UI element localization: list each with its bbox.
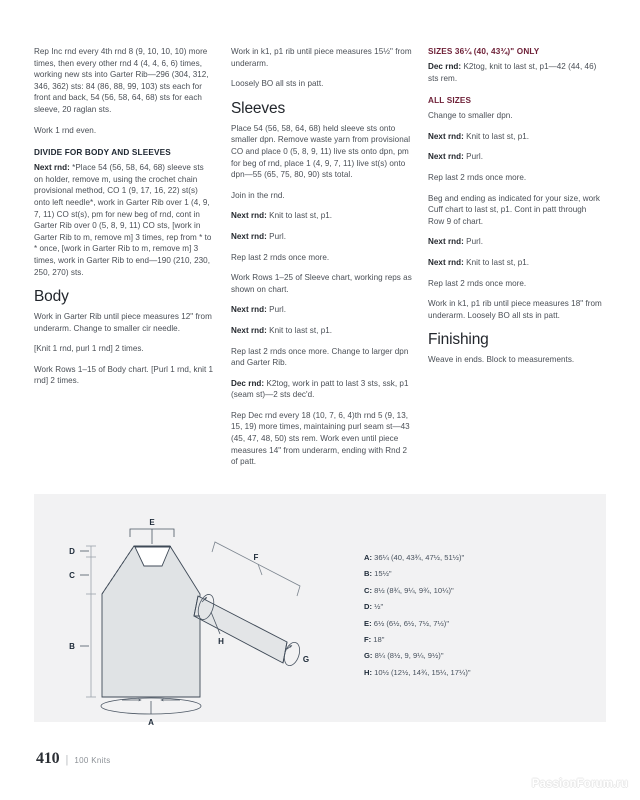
sweater-body-shape: [102, 546, 200, 697]
paragraph-work-1-rnd-even: Work 1 rnd even.: [34, 125, 97, 135]
run-in-head-next-rnd: Next rnd:: [34, 163, 70, 173]
paragraph-rep-last-2-rnds-b: Rep last 2 rnds once more. Change to larger dpn and Garter Rib.: [231, 346, 409, 368]
paragraph-rib-to-length: Work in k1, p1 rib until piece measures 15½" from underarm.: [231, 47, 412, 68]
paragraph-change-to-smaller-dpn: Change to smaller dpn.: [428, 111, 513, 121]
paragraph-body-2: [Knit 1 rnd, purl 1 rnd] 2 times.: [34, 344, 144, 354]
measurement-row: [364, 599, 594, 615]
sleeve-rnd-3-text: Purl.: [266, 305, 287, 315]
schematic-label-f: F: [253, 553, 259, 562]
cuff-rnd-2-text: Purl.: [463, 152, 484, 162]
paragraph-body-1: Work in Garter Rib until piece measures 12" from underarm. Change to smaller cir needle.: [34, 312, 212, 333]
schematic-label-b: B: [69, 642, 75, 651]
run-in-head-next-rnd-4: Next rnd:: [231, 325, 267, 335]
bracket-f: [212, 542, 300, 596]
divide-body-text: *Place 54 (56, 58, 64, 68) sleeve sts on holder, remove m, using the crochet chain provisional method, CO 1 (9, 17, 16, 22) st(s) onto left needle*, work in Garter Rib over 1 (4, 9, 7, 11) CO st(s), pm for new beg of rnd, cont in Garter Rib over 0 (5, 8, 9, 11) CO sts, [work in Garter Rib to m, remove m] 3 times, rep from * to * once, [work in Garter Rib to m, remove m] 3 times, work in Garter Rib to end—190 (210, 230, 250, 270) sts.: [34, 163, 212, 277]
schematic-label-g: G: [302, 655, 310, 664]
measurement-key: C:: [364, 585, 373, 595]
text-column-3: [428, 46, 604, 477]
page-footer: [36, 750, 111, 768]
page-number: 410: [36, 750, 60, 767]
paragraph-cuff-rnd-2: [428, 151, 604, 163]
paragraph-finishing-1: Weave in ends. Block to measurements.: [428, 355, 575, 365]
measurement-row: [364, 583, 594, 599]
sleeve-rnd-4-text: Knit to last st, p1.: [266, 325, 333, 335]
book-title: 100 Knits: [74, 756, 111, 765]
run-in-head-next-rnd-2: Next rnd:: [231, 231, 267, 241]
measurement-value: 8½ (8¾, 9¼, 9¾, 10¼)": [374, 585, 454, 595]
heading-body: Body: [34, 288, 69, 306]
measurement-value: 15½": [374, 569, 392, 579]
paragraph-cuff-chart: Beg and ending as indicated for your size, work Cuff chart to last st, p1. Cont in patt through Row 9 of chart.: [428, 193, 600, 226]
measurement-key: F:: [364, 635, 372, 645]
measurement-value: 10½ (12½, 14¾, 15¼, 17¼)": [374, 667, 471, 677]
paragraph-rep-dec-rnd: Rep Dec rnd every 18 (10, 7, 6, 4)th rnd 5 (9, 13, 15, 19) more times, maintaining purl seam st—43 (45, 47, 48, 50) sts rem. Work even until piece measures 14" from underarm, ending with Rnd 2 of patt.: [231, 410, 410, 467]
measurement-value: 6½ (6½, 6½, 7½, 7½)": [373, 618, 450, 628]
measurement-key: G:: [364, 651, 373, 661]
measurement-value: 18": [373, 635, 385, 645]
sizes-dec-rnd-text: K2tog, knit to last st, p1—42 (44, 46) sts rem.: [428, 62, 597, 83]
heading-sizes-only: SIZES 36¼ (40, 43¾)" ONLY: [428, 47, 540, 56]
measurement-value: 36¼ (40, 43¾, 47½, 51½)": [374, 553, 465, 562]
footer-divider: |: [65, 754, 69, 766]
paragraph-join-in-rnd: Join in the rnd.: [231, 190, 285, 200]
paragraph-sleeves-1: Place 54 (56, 58, 64, 68) held sleeve sts onto smaller dpn. Remove waste yarn from provisional CO and place 0 (5, 8, 9, 11) live sts onto dpn, pm for beg of rnd, place 1 (4, 9, 7, 11) live st(s) onto dpn—55 (65, 75, 80, 90) sts total.: [231, 123, 411, 180]
schematic-label-h: H: [218, 637, 224, 646]
text-column-2: [231, 46, 412, 477]
schematic-label-a: A: [148, 718, 154, 727]
text-column-1: [34, 46, 215, 477]
heading-sleeves: Sleeves: [231, 99, 286, 117]
paragraph-inc-rnd: Rep Inc rnd every 4th rnd 8 (9, 10, 10, 10) more times, then every other rnd 4 (4, 4, 6, 6) times, working new sts into Garter Rib—296 (304, 312, 346, 362) sts: 84 (86, 88, 99, 103) sts each for front and back, 54 (56, 58, 64, 68) sts for each sleeve, 20 raglan sts.: [34, 47, 209, 114]
measurement-row: [364, 550, 594, 566]
paragraph-sizes-dec-rnd: [428, 61, 604, 84]
paragraph-sleeve-rnd-2: [231, 231, 412, 243]
run-in-head-next-rnd-6: Next rnd:: [428, 152, 464, 162]
paragraph-sleeve-chart-rows: Work Rows 1–25 of Sleeve chart, working reps as shown on chart.: [231, 273, 412, 294]
cuff-rnd-4-text: Knit to last st, p1.: [463, 257, 530, 267]
paragraph-divide-instructions: [34, 162, 215, 278]
schematic-label-c: C: [69, 571, 75, 580]
article-columns: [34, 46, 608, 477]
watermark: PassionForum.ru: [531, 778, 628, 790]
cuff-rnd-3-text: Purl.: [463, 237, 484, 247]
dec-rnd-text: K2tog, work in patt to last 3 sts, ssk, p1 (seam st)—2 sts dec'd.: [231, 378, 409, 400]
run-in-head-next-rnd-7: Next rnd:: [428, 237, 464, 247]
sleeve-shape: [194, 596, 287, 663]
measurement-key: H:: [364, 667, 373, 677]
paragraph-cuff-rnd-3: [428, 236, 604, 248]
paragraph-cuff-rnd-1: [428, 131, 604, 143]
measurement-value: ½": [374, 602, 384, 612]
paragraph-dec-rnd: [231, 378, 412, 401]
measurement-key: D:: [364, 602, 373, 612]
measurement-row: [364, 632, 594, 648]
heading-finishing: Finishing: [428, 331, 489, 349]
paragraph-cuff-rib-finish: Work in k1, p1 rib until piece measures 18" from underarm. Loosely BO all sts in patt.: [428, 299, 602, 320]
paragraph-sleeve-rnd-3: [231, 304, 412, 316]
cuff-rnd-1-text: Knit to last st, p1.: [463, 131, 530, 141]
paragraph-sleeve-rnd-4: [231, 325, 412, 337]
run-in-head-next-rnd-1: Next rnd:: [231, 211, 267, 221]
run-in-head-dec-rnd: Dec rnd:: [231, 378, 265, 388]
measurement-row: [364, 648, 594, 664]
run-in-head-next-rnd-8: Next rnd:: [428, 257, 464, 267]
run-in-head-next-rnd-3: Next rnd:: [231, 305, 267, 315]
measurement-row: [364, 665, 594, 681]
measurement-row: [364, 616, 594, 632]
paragraph-rep-last-2-rnds-d: Rep last 2 rnds once more.: [428, 278, 527, 288]
schematic-label-d: D: [69, 547, 75, 556]
measurement-row: [364, 566, 594, 582]
measurement-key-list: [364, 550, 594, 681]
paragraph-cuff-rnd-4: [428, 257, 604, 269]
paragraph-rep-last-2-rnds-c: Rep last 2 rnds once more.: [428, 172, 527, 182]
schematic-label-e: E: [149, 518, 155, 527]
measurement-key: E:: [364, 618, 372, 628]
paragraph-sleeve-rnd-1: [231, 210, 412, 222]
measurement-key: B:: [364, 569, 373, 579]
heading-all-sizes: ALL SIZES: [428, 96, 472, 106]
paragraph-bind-off: Loosely BO all sts in patt.: [231, 79, 324, 89]
measurement-value: 8¼ (8½, 9, 9¼, 9½)": [374, 651, 444, 661]
heading-divide-for-body-and-sleeves: DIVIDE FOR BODY AND SLEEVES: [34, 148, 171, 158]
schematic-panel: [34, 494, 606, 727]
measurement-key: A:: [364, 553, 373, 562]
sleeve-rnd-1-text: Knit to last st, p1.: [266, 211, 333, 221]
paragraph-rep-last-2-rnds-a: Rep last 2 rnds once more.: [231, 252, 330, 262]
sleeve-rnd-2-text: Purl.: [266, 231, 287, 241]
run-in-head-dec-rnd-sizes: Dec rnd:: [428, 62, 462, 71]
run-in-head-next-rnd-5: Next rnd:: [428, 131, 464, 141]
paragraph-body-3: Work Rows 1–15 of Body chart. [Purl 1 rnd, knit 1 rnd] 2 times.: [34, 364, 214, 386]
